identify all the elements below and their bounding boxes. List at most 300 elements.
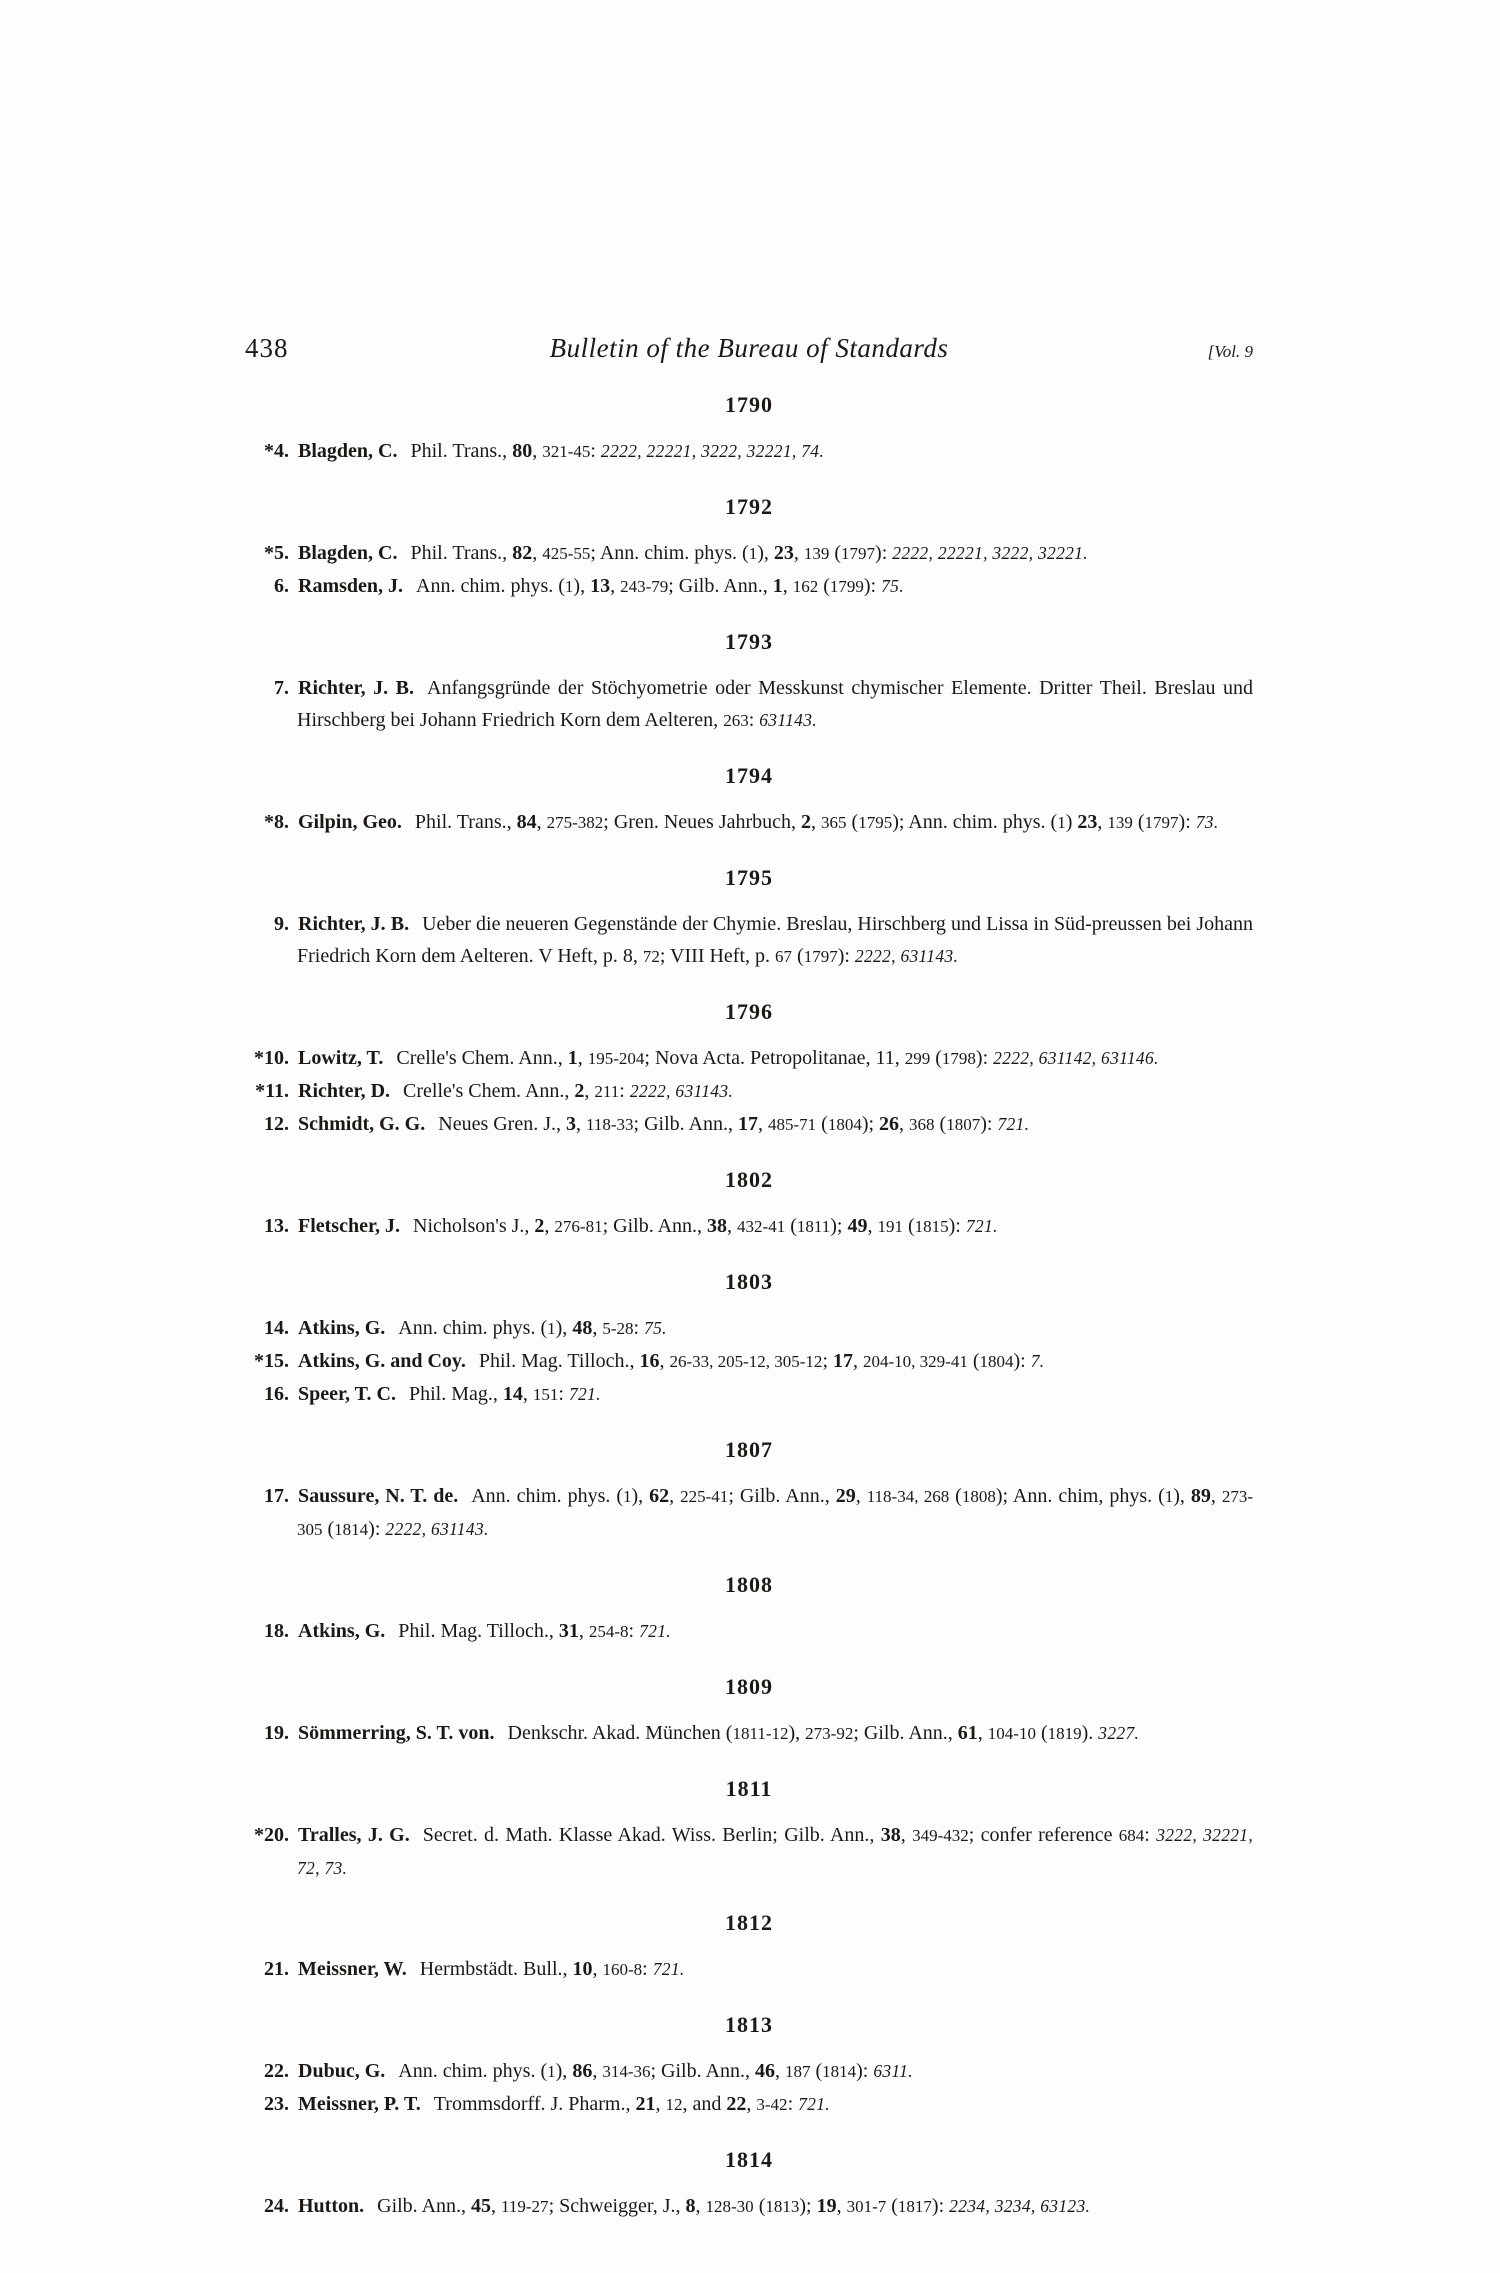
entry-citation-text: 1808 — [961, 1487, 996, 1506]
entry-citation-text: 118-33 — [586, 1115, 634, 1134]
entry-citation-text: ; Gilb. Ann., — [602, 1215, 708, 1237]
entry-citation-text: Phil. Mag. Tilloch., — [398, 1620, 559, 1642]
entry-citation-text: Secret. d. Math. Klasse Akad. Wiss. Berlin; Gilb. Ann., — [422, 1824, 881, 1846]
entry-citation-text: ; Gilb. Ann., — [668, 575, 773, 597]
entry-citation-text: Denkschr. Akad. München ( — [507, 1722, 733, 1744]
entry-number: *15. — [254, 1350, 289, 1372]
entry-citation-text: ( — [1035, 1722, 1048, 1744]
entry-citation-text: 1797 — [803, 947, 838, 966]
entry-citation-text: , — [774, 2060, 785, 2082]
entry-number: *8. — [264, 811, 289, 833]
entry-citation-text: 1814 — [822, 2062, 857, 2081]
entry-citation-text: ): — [931, 2195, 950, 2217]
entry-citation-text: : — [633, 1317, 645, 1339]
entry-citation-text: 86 — [572, 2060, 593, 2082]
bibliography-entry — [245, 1108, 1253, 1141]
entry-citation-text: 1 — [1057, 813, 1066, 832]
bibliography-entry — [245, 1480, 1253, 1546]
entry-citation-text: 151 — [532, 1385, 559, 1404]
entry-citation-text: , — [536, 811, 547, 833]
entry-citation-text: 23 — [1077, 811, 1098, 833]
entry-citation-text: , — [836, 2195, 847, 2217]
entry-author: Fletscher, J. — [298, 1215, 401, 1237]
entry-citation-text: ; Ann. chim. phys. ( — [590, 542, 749, 564]
bibliography-entry — [245, 908, 1253, 973]
entry-citation-text: 1817 — [897, 2197, 932, 2216]
entry-citation-text: 1804 — [979, 1352, 1014, 1371]
entry-citation-text: 31 — [558, 1620, 579, 1642]
entry-citation-text: , — [578, 1620, 589, 1642]
bibliography-entry — [245, 2088, 1253, 2121]
entry-citation-text: ( — [816, 1113, 828, 1135]
entry-citation-text: ; Gilb. Ann., — [853, 1722, 958, 1744]
entry-citation-text: 26-33, 205-12, 305-12 — [669, 1352, 823, 1371]
entry-code-refs: 721. — [639, 1621, 671, 1641]
entry-citation-text: 162 — [792, 577, 819, 596]
entry-citation-text: ): — [975, 1047, 994, 1069]
entry-number: 12. — [264, 1113, 289, 1135]
entry-author: Dubuc, G. — [298, 2060, 386, 2082]
entry-citation-text: 1797 — [841, 544, 876, 563]
entry-citation-text: 10 — [572, 1958, 593, 1980]
entry-citation-text: 139 — [1107, 813, 1133, 832]
entry-author: Atkins, G. and Coy. — [298, 1350, 466, 1372]
entry-citation-text: , — [757, 1113, 768, 1135]
year-heading: 1812 — [725, 1910, 773, 1935]
entry-number: 13. — [264, 1215, 289, 1237]
entry-citation-text: Crelle's Chem. Ann., — [396, 1047, 568, 1069]
entry-citation-text: , — [899, 1113, 910, 1135]
entry-citation-text: 17 — [833, 1350, 853, 1372]
entry-citation-text: 139 — [803, 544, 830, 563]
year-heading: 1795 — [725, 865, 773, 890]
entry-author: Speer, T. C. — [298, 1383, 396, 1405]
entry-author: Lowitz, T. — [298, 1047, 384, 1069]
entry-citation-text: Ueber die neueren Gegenstände der Chymie. Breslau, Hirschberg und Lissa in Süd-preussen bei Johann Friedrich Korn dem Aelteren. V Heft, p. 8, — [297, 913, 1254, 967]
entry-citation-text: 1807 — [946, 1115, 981, 1134]
entry-author: Tralles, J. G. — [298, 1824, 410, 1846]
bibliography-entry — [245, 435, 1253, 468]
entry-citation-text: 61 — [957, 1722, 978, 1744]
entry-citation-text: ( — [829, 542, 842, 564]
bibliography-entry — [245, 1953, 1253, 1986]
entry-code-refs: 2234, 3234, 63123. — [949, 2196, 1091, 2216]
entry-citation-text: 49 — [847, 1215, 868, 1237]
bibliography-list — [245, 390, 1253, 2223]
entry-citation-text: 1798 — [941, 1049, 976, 1068]
entry-citation-text: ( — [902, 1215, 915, 1237]
entry-author: Meissner, W. — [298, 1958, 407, 1980]
entry-citation-text: ; confer reference — [968, 1824, 1119, 1846]
entry-citation-text: ( — [810, 2060, 823, 2082]
entry-number: *11. — [255, 1080, 289, 1102]
entry-citation-text: 46 — [754, 2060, 775, 2082]
year-heading: 1814 — [725, 2147, 773, 2172]
entry-citation-text: , — [522, 1383, 533, 1405]
entry-citation-text: 48 — [572, 1317, 593, 1339]
entry-author: Ramsden, J. — [298, 575, 404, 597]
entry-citation-text: 1 — [564, 577, 574, 596]
entry-author: Meissner, P. T. — [298, 2093, 421, 2115]
entry-number: 6. — [274, 575, 289, 597]
bibliography-entry — [245, 672, 1253, 737]
entry-citation-text: 128-30 — [705, 2197, 754, 2216]
entry-citation-text: Neues Gren. J., — [438, 1113, 566, 1135]
entry-citation-text: ), — [631, 1485, 650, 1507]
entry-citation-text: , — [1097, 811, 1108, 833]
entry-citation-text: , — [1210, 1485, 1222, 1507]
entry-citation-text: ( — [930, 1047, 942, 1069]
year-heading: 1807 — [725, 1437, 773, 1462]
entry-citation-text: ): — [1178, 811, 1196, 833]
entry-code-refs: 3222, 32221, 72, 73. — [297, 1825, 1254, 1878]
entry-citation-text: 3 — [566, 1113, 576, 1135]
entry-citation-text: 29 — [835, 1485, 856, 1507]
entry-citation-text: ), — [573, 575, 591, 597]
running-head — [245, 331, 1253, 369]
entry-citation-text: 1 — [1164, 1487, 1174, 1506]
entry-code-refs: 2222, 631143. — [385, 1519, 489, 1539]
entry-citation-text: ( — [886, 2195, 898, 2217]
entry-citation-text: 314-36 — [602, 2062, 651, 2081]
entry-citation-text: 17 — [737, 1113, 758, 1135]
year-heading: 1790 — [725, 392, 773, 417]
entry-citation-text: 211 — [594, 1082, 620, 1101]
entry-citation-text: 432-41 — [737, 1217, 786, 1236]
entry-author: Richter, J. B. — [298, 677, 415, 699]
entry-citation-text: ); — [830, 1215, 848, 1237]
entry-citation-text: 8 — [685, 2195, 696, 2217]
entry-citation-text: , — [576, 1113, 586, 1135]
entry-citation-text: , — [532, 440, 543, 462]
entry-author: Richter, D. — [298, 1080, 391, 1102]
entry-citation-text: 263 — [723, 711, 749, 730]
entry-citation-text: , — [855, 1485, 867, 1507]
entry-citation-text: ); — [861, 1113, 880, 1135]
entry-citation-text: Phil. Trans., — [410, 542, 513, 564]
bibliography-entry — [245, 537, 1253, 570]
entry-citation-text: , — [592, 2060, 603, 2082]
entry-citation-text: 72 — [642, 947, 660, 966]
bibliography-entry — [245, 1312, 1253, 1345]
entry-code-refs: 631143. — [759, 710, 817, 730]
entry-author: Blagden, C. — [298, 440, 398, 462]
entry-number: 21. — [264, 1958, 289, 1980]
entry-author: Hutton. — [298, 2195, 365, 2217]
year-heading: 1802 — [725, 1167, 773, 1192]
entry-number: 17. — [264, 1485, 289, 1507]
entry-code-refs: 75. — [881, 576, 904, 596]
year-heading: 1811 — [725, 1776, 773, 1801]
entry-number: 9. — [274, 913, 289, 935]
entry-number: *5. — [264, 542, 289, 564]
entry-citation-text: 1814 — [334, 1520, 369, 1539]
entry-citation-text: 89 — [1190, 1485, 1211, 1507]
entry-code-refs: 7. — [1030, 1351, 1045, 1371]
bibliography-entry — [245, 1378, 1253, 1411]
entry-citation-text: 1 — [547, 1319, 556, 1338]
entry-citation-text: , — [544, 1215, 555, 1237]
entry-citation-text: , — [592, 1317, 603, 1339]
entry-author: Atkins, G. — [298, 1317, 386, 1339]
entry-citation-text: : — [748, 709, 760, 731]
entry-citation-text: ( — [1132, 811, 1145, 833]
entry-citation-text: 26 — [879, 1113, 900, 1135]
entry-citation-text: ; Gren. Neues Jahrbuch, — [603, 811, 802, 833]
entry-code-refs: 721. — [798, 2094, 830, 2114]
entry-code-refs: 2222, 22221, 3222, 32221. — [892, 543, 1088, 563]
entry-citation-text: 299 — [904, 1049, 931, 1068]
entry-number: 16. — [264, 1383, 289, 1405]
entry-citation-text: 275-382 — [546, 813, 604, 832]
entry-citation-text: Nicholson's J., — [413, 1215, 535, 1237]
entry-number: 23. — [264, 2093, 289, 2115]
entry-code-refs: 721. — [652, 1959, 685, 1979]
entry-citation-text: 254-8 — [588, 1622, 629, 1641]
entry-number: 7. — [274, 677, 289, 699]
entry-citation-text: 2 — [801, 811, 812, 833]
entry-citation-text: , — [977, 1722, 988, 1744]
entry-citation-text: Gilb. Ann., — [377, 2195, 472, 2217]
entry-number: 24. — [264, 2195, 289, 2217]
running-title: Bulletin of the Bureau of Standards — [549, 333, 949, 363]
entry-citation-text: 243-79 — [620, 577, 669, 596]
entry-citation-text: 1811-12 — [732, 1724, 789, 1743]
entry-citation-text: 38 — [880, 1824, 901, 1846]
entry-citation-text: 1811 — [796, 1217, 831, 1236]
entry-citation-text: 160-8 — [602, 1960, 643, 1979]
entry-citation-text: Ann. chim. phys. ( — [398, 1317, 548, 1339]
entry-citation-text: Anfangsgründe der Stöchyometrie oder Messkunst chymischer Elemente. Dritter Theil. Breslau und Hirschberg bei Johann Friedrich Korn dem Aelteren, — [297, 677, 1253, 731]
entry-author: Saussure, N. T. de. — [298, 1485, 459, 1507]
entry-citation-text: , — [811, 811, 822, 833]
entry-citation-text: 485-71 — [767, 1115, 817, 1134]
entry-citation-text: Ann. chim. phys. ( — [416, 575, 565, 597]
entry-citation-text: 118-34, 268 — [866, 1487, 950, 1506]
entry-author: Blagden, C. — [298, 542, 398, 564]
entry-citation-text: ), — [757, 542, 774, 564]
year-heading: 1796 — [725, 999, 773, 1024]
entry-citation-text: : — [590, 440, 601, 462]
bibliography-entry — [245, 1042, 1253, 1075]
entry-number: 14. — [264, 1317, 289, 1339]
entry-citation-text: : — [642, 1958, 653, 1980]
entry-citation-text: 225-41 — [680, 1487, 729, 1506]
entry-citation-text: 1 — [772, 575, 783, 597]
entry-citation-text: : — [558, 1383, 569, 1405]
entry-citation-text: ( — [322, 1518, 335, 1540]
entry-citation-text: ( — [818, 575, 830, 597]
entry-code-refs: 721. — [568, 1384, 601, 1404]
entry-citation-text: ; VIII Heft, p. — [659, 945, 776, 967]
volume-label: [Vol. 9 — [1207, 342, 1253, 361]
page-number: 438 — [245, 333, 289, 363]
bibliography-entry — [245, 806, 1253, 839]
entry-citation-text: 67 — [775, 947, 793, 966]
year-heading: 1813 — [725, 2012, 773, 2037]
entry-number: 19. — [264, 1722, 289, 1744]
entry-citation-text: 3-42 — [756, 2095, 788, 2114]
entry-citation-text: , — [727, 1215, 738, 1237]
entry-citation-text: 349-432 — [912, 1826, 969, 1845]
entry-citation-text: 104-10 — [987, 1724, 1036, 1743]
entry-citation-text: 368 — [909, 1115, 935, 1134]
bibliography-entry — [245, 570, 1253, 603]
entry-citation-text: 119-27 — [501, 2197, 549, 2216]
entry-citation-text: ): — [863, 575, 882, 597]
bibliography-entry — [245, 2190, 1253, 2223]
entry-citation-text: ( — [785, 1215, 797, 1237]
entry-code-refs: 73. — [1195, 812, 1219, 832]
entry-number: 22. — [264, 2060, 289, 2082]
entry-citation-text: : — [619, 1080, 630, 1102]
entry-citation-text: 19 — [816, 2195, 837, 2217]
entry-citation-text: Hermbstädt. Bull., — [419, 1958, 573, 1980]
entry-citation-text: 365 — [821, 813, 847, 832]
entry-citation-text: 1 — [547, 2062, 556, 2081]
entry-citation-text: Crelle's Chem. Ann., — [403, 1080, 575, 1102]
entry-citation-text: , — [695, 2195, 706, 2217]
entry-citation-text: ): — [837, 945, 855, 967]
year-heading: 1793 — [725, 629, 773, 654]
entry-author: Richter, J. B. — [298, 913, 410, 935]
entry-citation-text: ); Ann. chim, phys. ( — [995, 1485, 1165, 1507]
entry-number: *20. — [254, 1824, 289, 1846]
entry-citation-text: 1 — [567, 1047, 578, 1069]
entry-citation-text: 1795 — [858, 813, 893, 832]
entry-citation-text: Phil. Trans., — [414, 811, 517, 833]
entry-citation-text: 187 — [784, 2062, 811, 2081]
entry-author: Schmidt, G. G. — [298, 1113, 426, 1135]
entry-citation-text: Ann. chim. phys. ( — [471, 1485, 624, 1507]
entry-citation-text: ): — [1013, 1350, 1031, 1372]
entry-citation-text: , — [610, 575, 621, 597]
entry-citation-text: 2 — [534, 1215, 545, 1237]
entry-citation-text: 22 — [726, 2093, 747, 2115]
entry-citation-text: ; Gilb. Ann., — [650, 2060, 755, 2082]
entry-citation-text: 684 — [1118, 1826, 1145, 1845]
entry-citation-text: ), — [1173, 1485, 1191, 1507]
entry-citation-text: ): — [980, 1113, 998, 1135]
entry-number: *4. — [264, 440, 289, 462]
entry-citation-text: ; — [822, 1350, 833, 1372]
entry-citation-text: 38 — [707, 1215, 728, 1237]
entry-citation-text: 80 — [512, 440, 533, 462]
entry-citation-text: 13 — [590, 575, 611, 597]
bibliography-entry — [245, 1075, 1253, 1108]
entry-citation-text: 276-81 — [554, 1217, 603, 1236]
entry-citation-text: 5-28 — [602, 1319, 634, 1338]
entry-citation-text: Phil. Mag., — [408, 1383, 503, 1405]
entry-author: Sömmerring, S. T. von. — [298, 1722, 495, 1744]
entry-citation-text: 45 — [471, 2195, 492, 2217]
entry-number: 18. — [264, 1620, 289, 1642]
bibliography-entry — [245, 2055, 1253, 2088]
entry-code-refs: 3227. — [1098, 1723, 1140, 1743]
entry-citation-text: : — [1144, 1824, 1157, 1846]
entry-citation-text: 23 — [773, 542, 794, 564]
bibliography-entry — [245, 1210, 1253, 1243]
entry-citation-text: , — [577, 1047, 588, 1069]
entry-citation-text: 273-305 — [297, 1487, 1254, 1539]
entry-citation-text: 1819 — [1047, 1724, 1082, 1743]
entry-citation-text: Trommsdorff. J. Pharm., — [433, 2093, 636, 2115]
entry-citation-text: ): — [875, 542, 893, 564]
entry-citation-text: , — [584, 1080, 595, 1102]
entry-citation-text: ); Ann. chim. phys. ( — [892, 811, 1058, 833]
entry-citation-text: ): — [948, 1215, 966, 1237]
year-heading: 1808 — [725, 1572, 773, 1597]
entry-citation-text: 1797 — [1144, 813, 1179, 832]
entry-citation-text: , — [655, 2093, 666, 2115]
bibliography-entry — [245, 1819, 1253, 1884]
entry-citation-text: ). — [1081, 1722, 1099, 1744]
year-heading: 1803 — [725, 1269, 773, 1294]
entry-citation-text: 1813 — [765, 2197, 800, 2216]
entry-citation-text: 425-55 — [542, 544, 591, 563]
entry-citation-text: ), — [555, 2060, 573, 2082]
year-heading: 1809 — [725, 1674, 773, 1699]
entry-citation-text: : — [787, 2093, 799, 2115]
entry-citation-text: , — [659, 1350, 670, 1372]
entry-citation-text: ): — [856, 2060, 874, 2082]
entry-citation-text: ( — [967, 1350, 980, 1372]
entry-code-refs: 6311. — [873, 2061, 913, 2081]
bibliography-entry — [245, 1615, 1253, 1648]
entry-citation-text: , — [669, 1485, 681, 1507]
entry-citation-text: 195-204 — [587, 1049, 645, 1068]
entry-citation-text: 21 — [635, 2093, 656, 2115]
entry-citation-text: ), — [555, 1317, 573, 1339]
entry-citation-text: ; Schweigger, J., — [548, 2195, 686, 2217]
entry-citation-text: 1 — [623, 1487, 632, 1506]
entry-citation-text: ( — [792, 945, 804, 967]
entry-citation-text: 1799 — [829, 577, 864, 596]
entry-citation-text: , — [853, 1350, 863, 1372]
entry-code-refs: 721. — [997, 1114, 1030, 1134]
entry-citation-text: ( — [949, 1485, 962, 1507]
entry-code-refs: 2222, 22221, 3222, 32221, 74. — [600, 441, 824, 461]
entry-citation-text: , — [532, 542, 543, 564]
entry-citation-text: 14 — [502, 1383, 523, 1405]
bibliography-entry — [245, 1717, 1253, 1750]
entry-citation-text: 16 — [639, 1350, 660, 1372]
entry-citation-text: 1 — [748, 544, 758, 563]
bibliography-entry — [245, 1345, 1253, 1378]
page-content — [245, 331, 1253, 2223]
entry-citation-text: , — [491, 2195, 502, 2217]
entry-citation-text: ): — [368, 1518, 386, 1540]
entry-citation-text: ) — [1065, 811, 1078, 833]
entry-code-refs: 2222, 631143. — [629, 1081, 734, 1101]
entry-number: *10. — [254, 1047, 289, 1069]
entry-citation-text: , — [782, 575, 793, 597]
entry-citation-text: 12 — [665, 2095, 683, 2114]
entry-citation-text: : — [628, 1620, 640, 1642]
entry-author: Gilpin, Geo. — [298, 811, 402, 833]
entry-author: Atkins, G. — [298, 1620, 386, 1642]
entry-citation-text: Ann. chim. phys. ( — [398, 2060, 548, 2082]
entry-citation-text: 2 — [574, 1080, 585, 1102]
entry-citation-text: , — [746, 2093, 757, 2115]
entry-citation-text: ( — [934, 1113, 947, 1135]
entry-citation-text: 321-45 — [542, 442, 591, 461]
entry-citation-text: 273-92 — [805, 1724, 854, 1743]
entry-citation-text: , — [793, 542, 804, 564]
entry-citation-text: , and — [682, 2093, 727, 2115]
entry-code-refs: 2222, 631143. — [854, 946, 959, 966]
year-heading: 1794 — [725, 763, 773, 788]
